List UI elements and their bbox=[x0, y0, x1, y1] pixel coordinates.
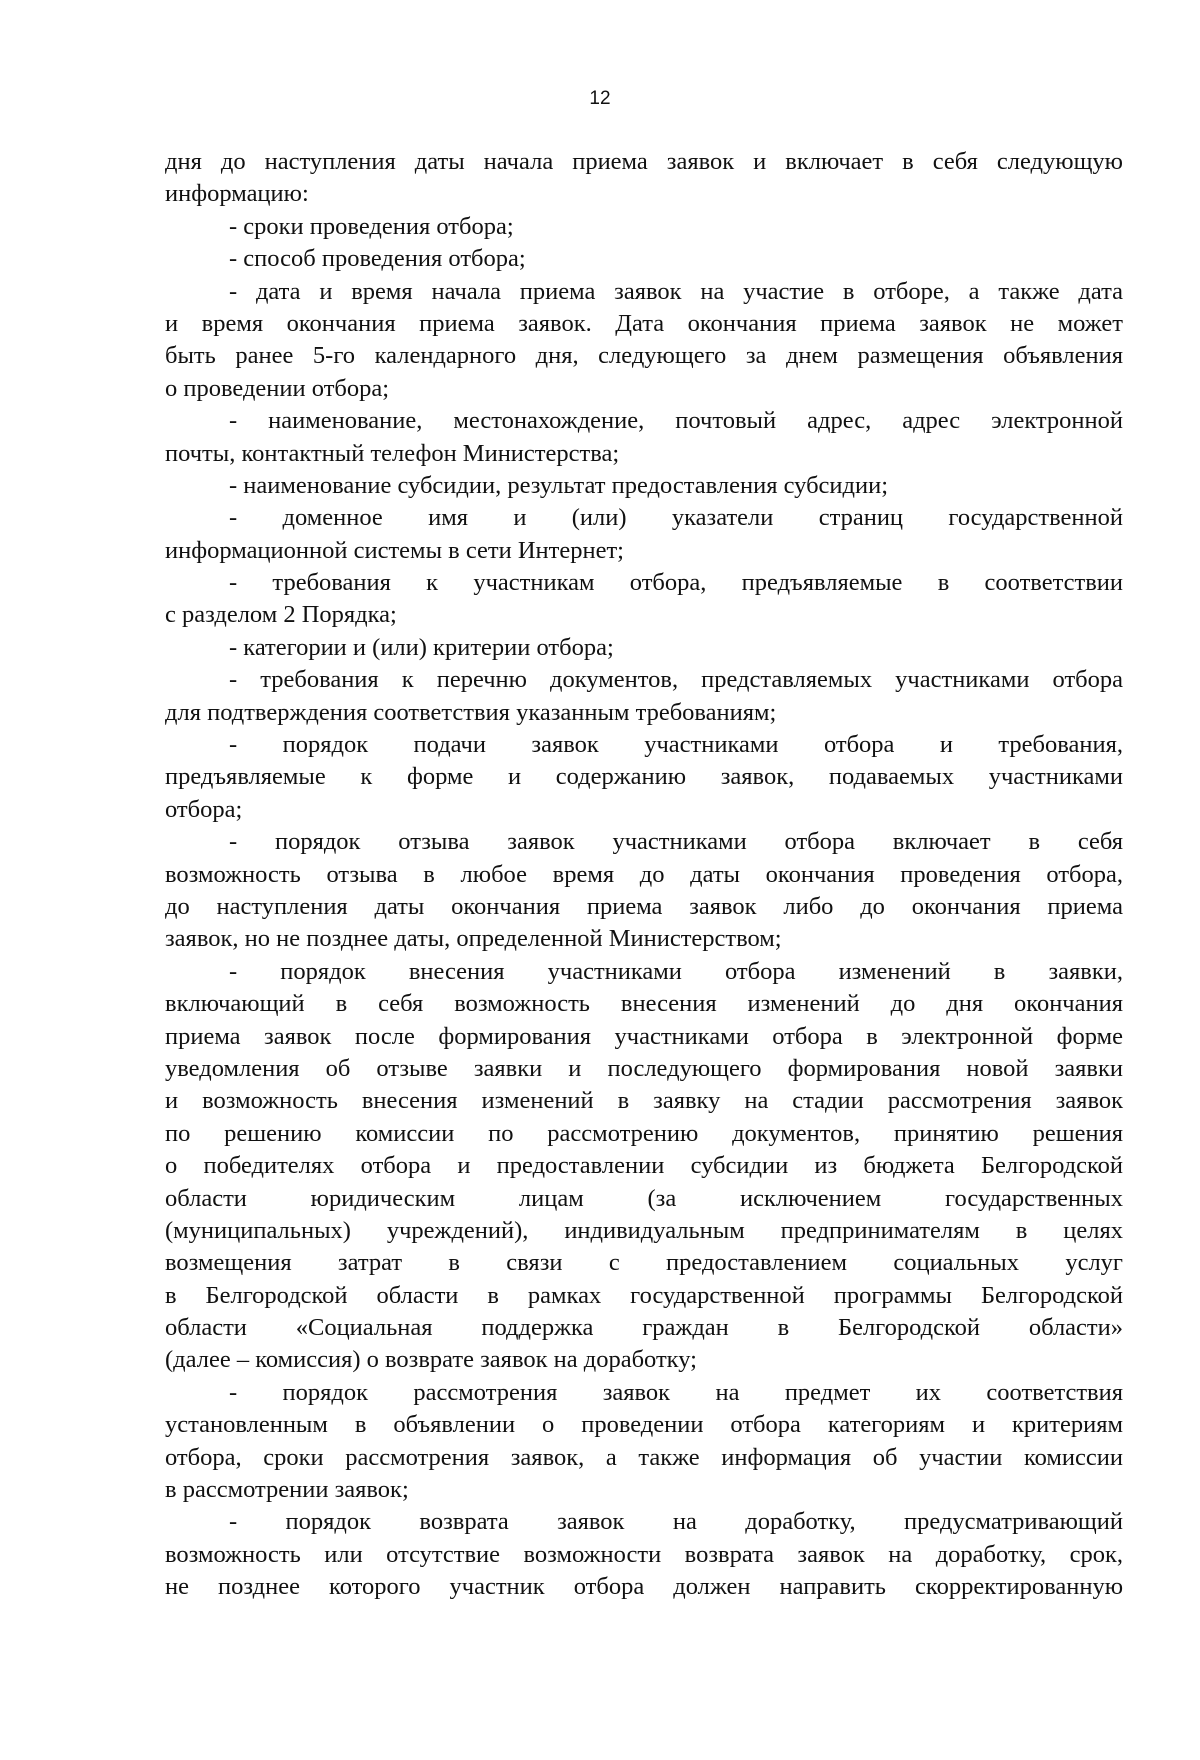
text-line: - наименование, местонахождение, почтовый адрес, адрес электронной bbox=[229, 407, 1123, 435]
text-line: с разделом 2 Порядка; bbox=[165, 601, 397, 629]
text-line: заявок, но не позднее даты, определенной Министерством; bbox=[165, 925, 782, 953]
text-line: информационной системы в сети Интернет; bbox=[165, 536, 624, 564]
text-line: и время окончания приема заявок. Дата окончания приема заявок не может bbox=[165, 309, 1123, 337]
text-line: - порядок внесения участниками отбора изменений в заявки, bbox=[229, 957, 1123, 985]
text-line: предъявляемые к форме и содержанию заявок, подаваемых участниками bbox=[165, 763, 1123, 791]
text-line: - требования к перечню документов, представляемых участниками отбора bbox=[229, 666, 1123, 694]
text-line: области юридическим лицам (за исключением государственных bbox=[165, 1184, 1123, 1212]
text-line: почты, контактный телефон Министерства; bbox=[165, 439, 620, 467]
text-line: в Белгородской области в рамках государственной программы Белгородской bbox=[165, 1281, 1123, 1309]
text-line: - сроки проведения отбора; bbox=[229, 212, 514, 240]
text-line: приема заявок после формирования участниками отбора в электронной форме bbox=[165, 1022, 1123, 1050]
text-line: - способ проведения отбора; bbox=[229, 245, 526, 273]
text-line: (муниципальных) учреждений), индивидуальным предпринимателям в целях bbox=[165, 1216, 1123, 1244]
text-line: (далее – комиссия) о возврате заявок на доработку; bbox=[165, 1346, 697, 1374]
text-line: - дата и время начала приема заявок на участие в отборе, а также дата bbox=[229, 277, 1123, 305]
text-line: области «Социальная поддержка граждан в Белгородской области» bbox=[165, 1314, 1123, 1342]
text-line: в рассмотрении заявок; bbox=[165, 1476, 409, 1504]
text-line: информацию: bbox=[165, 180, 309, 208]
text-line: о проведении отбора; bbox=[165, 374, 390, 402]
text-line: дня до наступления даты начала приема заявок и включает в себя следующую bbox=[165, 148, 1123, 175]
text-line: возмещения затрат в связи с предоставлением социальных услуг bbox=[165, 1249, 1123, 1277]
document-body bbox=[165, 146, 1123, 1604]
text-line: установленным в объявлении о проведении отбора категориям и критериям bbox=[165, 1411, 1123, 1439]
text-line: не позднее которого участник отбора должен направить скорректированную bbox=[165, 1573, 1123, 1601]
text-line: о победителях отбора и предоставлении субсидии из бюджета Белгородской bbox=[165, 1152, 1123, 1180]
text-line: - порядок возврата заявок на доработку, предусматривающий bbox=[229, 1508, 1123, 1536]
text-line: - требования к участникам отбора, предъявляемые в соответствии bbox=[229, 569, 1123, 597]
page-number: 12 bbox=[589, 88, 611, 109]
text-line: возможность или отсутствие возможности возврата заявок на доработку, срок, bbox=[165, 1540, 1123, 1568]
text-line: по решению комиссии по рассмотрению документов, принятию решения bbox=[165, 1119, 1123, 1147]
text-line: отбора, сроки рассмотрения заявок, а также информация об участии комиссии bbox=[165, 1443, 1123, 1471]
text-line: отбора; bbox=[165, 795, 243, 823]
text-line: для подтверждения соответствия указанным требованиям; bbox=[165, 698, 777, 726]
text-line: включающий в себя возможность внесения изменений до дня окончания bbox=[165, 990, 1123, 1018]
text-line: быть ранее 5-го календарного дня, следующего за днем размещения объявления bbox=[165, 342, 1123, 370]
text-line: - порядок подачи заявок участниками отбора и требования, bbox=[229, 731, 1123, 759]
text-line: - категории и (или) критерии отбора; bbox=[229, 633, 614, 661]
text-line: - порядок отзыва заявок участниками отбора включает в себя bbox=[229, 828, 1123, 856]
text-line: и возможность внесения изменений в заявку на стадии рассмотрения заявок bbox=[165, 1087, 1123, 1115]
text-line: - наименование субсидии, результат предоставления субсидии; bbox=[229, 471, 889, 499]
text-line: уведомления об отзыве заявки и последующего формирования новой заявки bbox=[165, 1054, 1123, 1082]
text-line: - порядок рассмотрения заявок на предмет их соответствия bbox=[229, 1378, 1123, 1406]
text-line: - доменное имя и (или) указатели страниц государственной bbox=[229, 504, 1123, 532]
text-line: возможность отзыва в любое время до даты окончания проведения отбора, bbox=[165, 860, 1123, 888]
text-line: до наступления даты окончания приема заявок либо до окончания приема bbox=[165, 892, 1123, 920]
